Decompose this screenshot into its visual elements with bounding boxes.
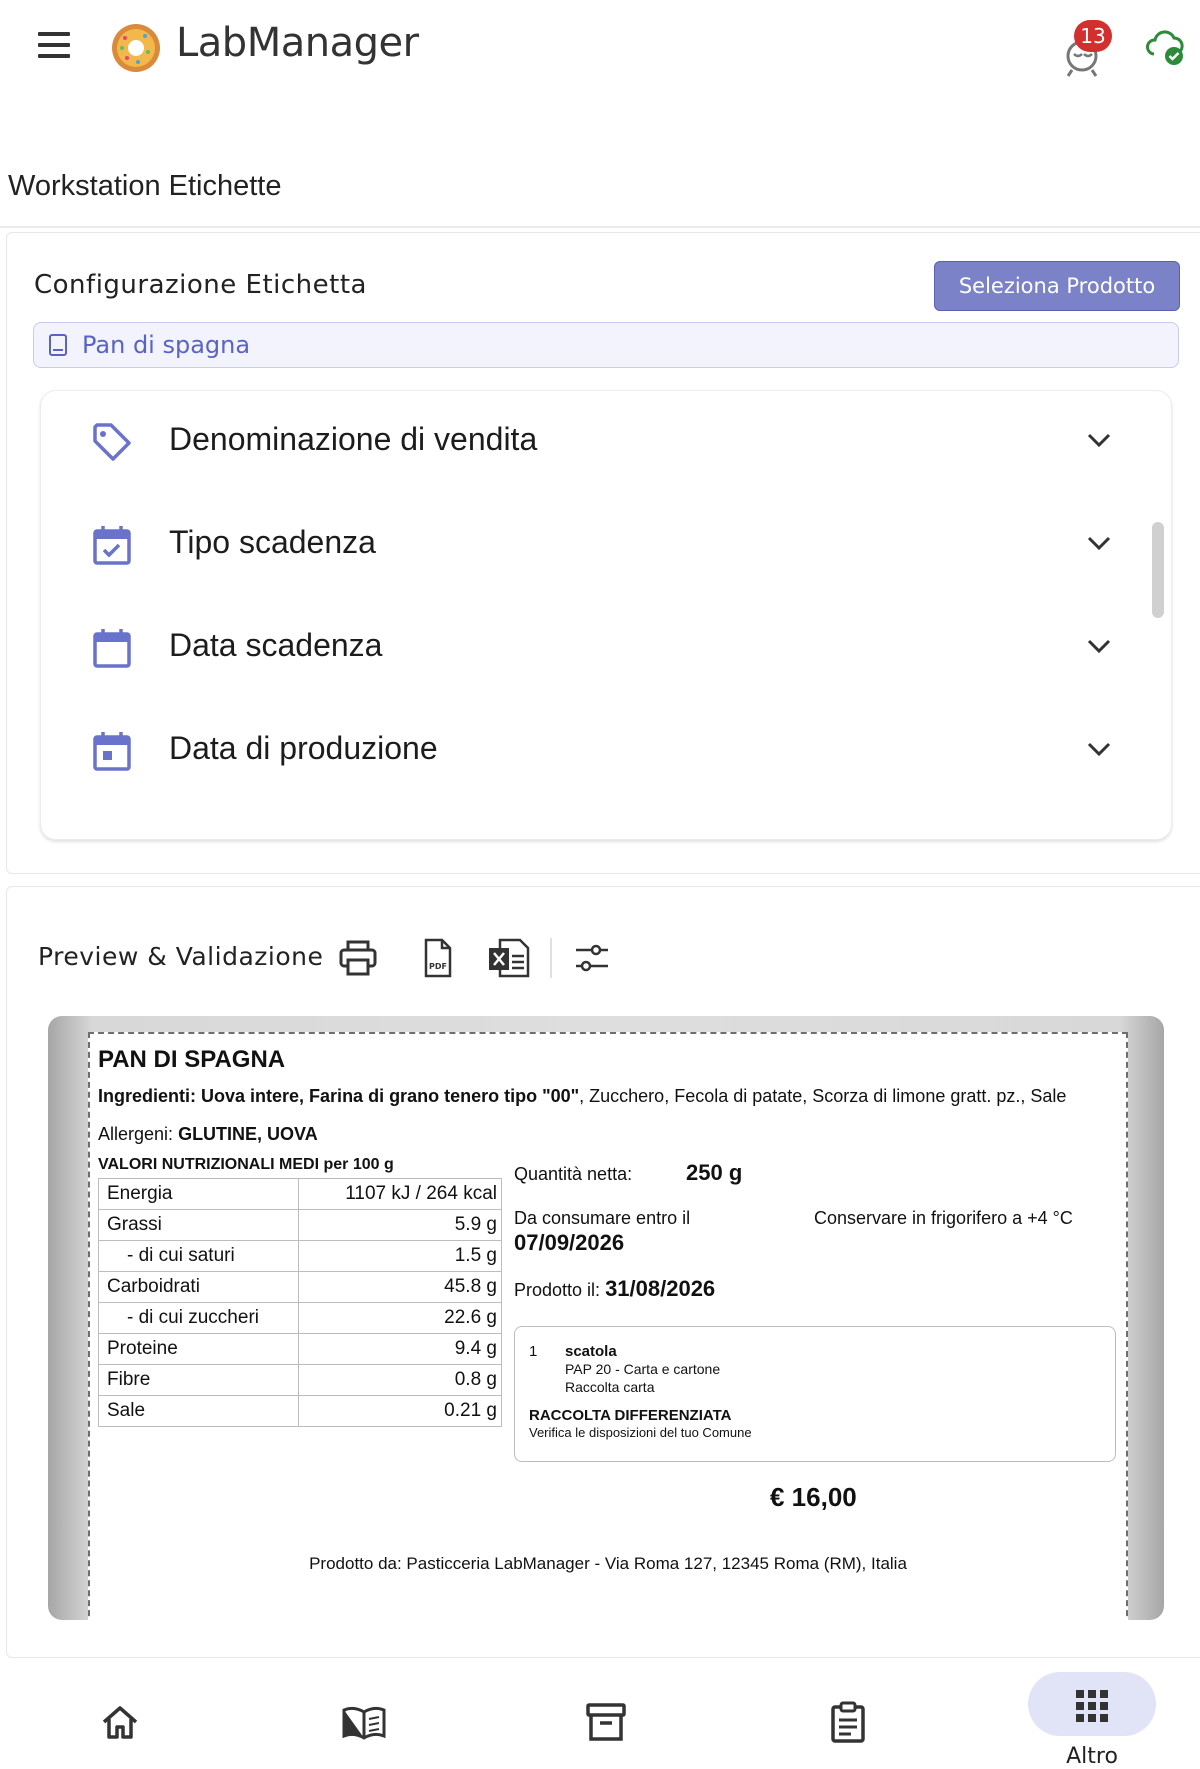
ingredients-rest: , Zucchero, Fecola di patate, Scorza di limone gratt. pz., Sale — [579, 1086, 1067, 1106]
nutrition-title: VALORI NUTRIZIONALI MEDI per 100 g — [98, 1156, 394, 1173]
packaging-qty: 1 — [529, 1343, 538, 1360]
net-quantity-value: 250 g — [686, 1160, 743, 1185]
tune-icon[interactable] — [570, 936, 614, 980]
table-row — [99, 1210, 502, 1241]
accordion-label: Tipo scadenza — [169, 524, 376, 560]
table-row — [99, 1303, 502, 1334]
chevron-down-icon — [1085, 429, 1113, 453]
pdf-icon[interactable] — [416, 936, 460, 980]
select-product-button[interactable]: Seleziona Prodotto — [934, 261, 1180, 311]
nutrient-value: 1107 kJ / 264 kcal — [299, 1179, 502, 1210]
accordion-label: Denominazione di vendita — [169, 421, 538, 457]
nutrient-name: - di cui zuccheri — [99, 1303, 299, 1334]
preview-title: Preview & Validazione — [38, 942, 324, 971]
calendar-check-icon — [91, 524, 133, 566]
ingredients-allergenic: Uova intere, Farina di grano tenero tipo "00" — [201, 1086, 580, 1106]
allergens-prefix: Allergeni: — [98, 1124, 174, 1144]
selected-product-chip[interactable] — [33, 322, 1179, 368]
nutrient-value: 1.5 g — [299, 1241, 502, 1272]
print-icon[interactable] — [336, 936, 380, 980]
config-accordion — [40, 390, 1172, 840]
allergens-list: GLUTINE, UOVA — [178, 1124, 318, 1144]
nutrient-name: Sale — [99, 1396, 299, 1427]
top-app-bar — [0, 0, 1200, 96]
config-title: Configurazione Etichetta — [34, 270, 367, 300]
nutrient-name: Carboidrati — [99, 1272, 299, 1303]
accordion-label: Data scadenza — [169, 627, 383, 663]
label-paper — [88, 1032, 1128, 1620]
nutrient-value: 0.21 g — [299, 1396, 502, 1427]
accordion-label: Data di produzione — [169, 730, 438, 766]
table-row — [99, 1179, 502, 1210]
calendar-today-icon — [91, 730, 133, 772]
packaging-type: scatola — [565, 1343, 617, 1360]
label-allergens — [98, 1124, 318, 1145]
expiry-date: 07/09/2026 — [514, 1230, 625, 1255]
recycling-note: Verifica le disposizioni del tuo Comune — [529, 1425, 752, 1440]
donut-logo — [110, 22, 162, 74]
storage-instructions: Conservare in frigorifero a +4 °C — [814, 1208, 1073, 1228]
ingredients-prefix: Ingredienti: — [98, 1086, 196, 1106]
label-product-name: PAN DI SPAGNA — [98, 1046, 286, 1073]
accordion-data-scadenza[interactable] — [41, 597, 1171, 697]
accordion-scrollbar[interactable] — [1152, 522, 1164, 618]
nutrition-table — [98, 1178, 502, 1427]
table-row — [99, 1272, 502, 1303]
label-preview-area — [48, 1016, 1164, 1620]
app-title: LabManager — [176, 20, 419, 66]
clipboard-icon[interactable] — [826, 1700, 870, 1744]
calendar-icon — [91, 627, 133, 669]
table-row — [99, 1396, 502, 1427]
excel-icon[interactable] — [486, 936, 534, 980]
packaging-collection: Raccolta carta — [565, 1379, 655, 1395]
label-producer: Prodotto da: Pasticceria LabManager - Via Roma 127, 12345 Roma (RM), Italia — [309, 1554, 907, 1573]
hamburger-menu-icon[interactable] — [34, 30, 74, 60]
nutrient-value: 9.4 g — [299, 1334, 502, 1365]
cloud-check-icon[interactable] — [1144, 24, 1188, 68]
label-ingredients — [98, 1086, 1122, 1107]
table-row — [99, 1241, 502, 1272]
nutrient-value: 45.8 g — [299, 1272, 502, 1303]
nutrient-value: 0.8 g — [299, 1365, 502, 1396]
chevron-down-icon — [1085, 532, 1113, 556]
chevron-down-icon — [1085, 635, 1113, 659]
book-icon[interactable] — [340, 1700, 388, 1744]
tag-icon — [91, 421, 133, 463]
label-price: € 16,00 — [770, 1482, 857, 1512]
page-title: Workstation Etichette — [8, 170, 282, 202]
production-info — [514, 1276, 715, 1302]
nutrient-name: - di cui saturi — [99, 1241, 299, 1272]
nutrient-value: 5.9 g — [299, 1210, 502, 1241]
nav-label-altro: Altro — [1066, 1744, 1118, 1769]
svg-text:PDF: PDF — [429, 962, 447, 971]
notification-badge: 13 — [1074, 20, 1112, 52]
divider — [0, 226, 1200, 228]
apps-grid-icon — [1074, 1688, 1110, 1724]
table-row — [99, 1365, 502, 1396]
net-quantity-label: Quantità netta: — [514, 1164, 633, 1184]
recycling-title: RACCOLTA DIFFERENZIATA — [529, 1407, 732, 1424]
nutrient-name: Fibre — [99, 1365, 299, 1396]
accordion-denominazione[interactable] — [41, 391, 1171, 491]
toolbar-divider — [550, 938, 552, 978]
production-date: 31/08/2026 — [605, 1276, 716, 1301]
accordion-tipo-scadenza[interactable] — [41, 494, 1171, 594]
selected-product-name: Pan di spagna — [82, 331, 251, 359]
nutrient-value: 22.6 g — [299, 1303, 502, 1334]
packaging-material: PAP 20 - Carta e cartone — [565, 1361, 721, 1377]
nutrient-name: Grassi — [99, 1210, 299, 1241]
nutrient-name: Energia — [99, 1179, 299, 1210]
home-icon[interactable] — [98, 1700, 142, 1744]
archive-icon[interactable] — [584, 1700, 628, 1744]
book-icon — [48, 333, 68, 357]
table-row — [99, 1334, 502, 1365]
nutrient-name: Proteine — [99, 1334, 299, 1365]
production-label: Prodotto il: — [514, 1280, 601, 1300]
accordion-data-produzione[interactable] — [41, 700, 1171, 800]
packaging-box — [514, 1326, 1116, 1462]
expiry-label: Da consumare entro il — [514, 1208, 691, 1228]
chevron-down-icon — [1085, 738, 1113, 762]
